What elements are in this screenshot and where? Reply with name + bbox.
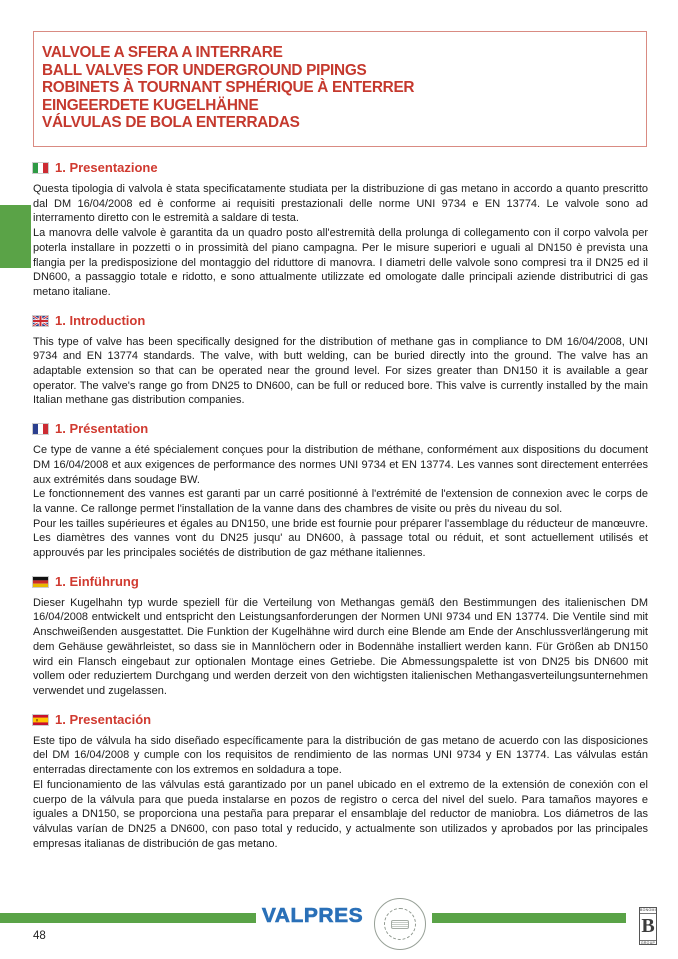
paragraph: Ce type de vanne a été spécialement conçues pour la distribution de méthane, conformément aux dispositions du document DM 16/04/2008 et aux exigences de performance des normes UNI 9734 et EN 13774. Les vannes sont directement enterrées aux extrémités dans soudage BW. (33, 444, 648, 486)
page-number: 48 (33, 930, 46, 942)
paragraph: Questa tipologia di valvola è stata specificatamente studiata per la distribuzione di gas metano in accordo a quanto prescritto dal DM 16/04/2008 ed è conforme ai requisiti prestazionali delle norme UNI 9734 e EN 13774. Le valvole sono ad interramento diretto con le estremità a saldare di testa. (33, 183, 648, 225)
paragraph: El funcionamiento de las válvulas está garantizado por un panel ubicado en el extremo de la extensión de conexión con el cuerpo de la válvula para que pueda instalarse en pozos de registro o cerca del nivel del suelo. Para tamaños mayores e iguales a DN150, se proporciona una pestaña para preparar el ensamblaje del reductor de maniobra. Los diámetros de las válvulas varían de DN25 a DN600, con paso total y reducido, y actualmente son utilizados y aprobados por las principales empresas italianas de distribución de gas metano. (33, 778, 648, 850)
seal-center-mark (391, 920, 409, 929)
section-heading-french (33, 422, 648, 436)
paragraph: Pour les tailles supérieures et égales au DN150, une bride est fournie pour préparer l'assemblage du réducteur de manœuvre. Les diamètres des vannes vont du DN25 jusqu' au DN600, à passage total ou réduit, et sont actuellement utilisés et approuvés par les principales sociétés de distribution de gaz méthane italiennes. (33, 517, 648, 560)
valpres-logo: VALPRES (261, 905, 364, 927)
certification-seal-icon (374, 898, 426, 950)
paragraph: La manovra delle valvole è garantita da un quadro posto all'estremità della prolunga di collegamento con il corpo valvola per poterla installare in pozzetti o in prossimità del piano campagna. Per le misure superiori e uguali al DN150 è prevista una flangia per la predisposizione del montaggio del riduttore di manovra. I diametri delle valvole sono compresi tra il DN25 ed il DN600, a passaggio totale e ridotto, e sono attualmente utilizzate ed omologate dalle principali aziende distributrici di gas metano italiane. (33, 227, 648, 298)
green-side-tab (0, 205, 31, 268)
section-heading-italian (33, 161, 648, 175)
section-heading-label: 1. Einführung (55, 573, 139, 589)
spain-flag-icon (33, 715, 48, 725)
page-title-german: EINGEERDETE KUGELHÄHNE (42, 96, 259, 114)
paragraph: This type of valve has been specifically designed for the distribution of methane gas in compliance to DM 16/04/2008, UNI 9734 and EN 13774 standards. The valve, with butt welding, can be buried directly into the ground. The valve has an adaptable extension so that can be operated near the ground level. For sizes greater than DN150 it is available a gear operator. The valve's range go from DN25 to DN600, can be full or reduced bore. This valve is currently installed by the main Italian methane gas distribution companies. (33, 335, 648, 407)
uk-flag-icon (33, 316, 48, 326)
footer-green-bar-right (432, 913, 626, 923)
bonomi-logo-top-text: BONOMI (640, 908, 656, 912)
bonomi-logo-bottom-text: GROUP (640, 941, 656, 945)
title-block (33, 31, 647, 147)
bonomi-logo-letter: B (641, 915, 655, 937)
section-heading-label: 1. Presentación (55, 711, 152, 727)
section-heading-label: 1. Introduction (55, 312, 146, 328)
bonomi-group-logo (639, 907, 657, 945)
page-title-italian: VALVOLE A SFERA A INTERRARE (42, 44, 283, 61)
section-heading-label: 1. Presentazione (55, 160, 158, 175)
page-title-french: ROBINETS À TOURNANT SPHÉRIQUE À ENTERRER (42, 79, 415, 96)
france-flag-icon (33, 424, 48, 434)
section-heading-spanish (33, 713, 648, 727)
paragraph: Este tipo de válvula ha sido diseñado específicamente para la distribución de gas metano de acuerdo con las disposiciones del DM 16/04/2008 y cumple con los requisitos de rendimiento de las normas UNI 9734 y EN 13774. Las válvulas están enterradas directamente con los extremos en soldadura a tope. (33, 734, 648, 777)
section-heading-label: 1. Présentation (55, 421, 149, 437)
section-heading-german (33, 575, 648, 589)
italy-flag-icon (33, 163, 48, 173)
page-title-spanish: VÁLVULAS DE BOLA ENTERRADAS (42, 114, 300, 131)
page-title-english: BALL VALVES FOR UNDERGROUND PIPINGS (42, 61, 367, 79)
footer-green-bar-left (0, 913, 256, 923)
paragraph: Dieser Kugelhahn typ wurde speziell für die Verteilung von Methangas gemäß den Bestimmungen des italienischen DM 16/04/2008 entwickelt und entspricht den Leistungsanforderungen der Normen UNI 9734 und EN 13774. Die Ventile sind mit Anschweißenden ausgestattet. Die Funktion der Kugelhähne wird durch eine Blende am Ende der Anschlussverlängerung mit dem Gehäuse gewährleistet, so dass sie in Mannlöchern oder in Bodennähe installiert werden kann. Für Größen ab DN150 wird ein Flansch eingebaut zur optionalen Montage eines Getriebe. Die Abmessungspalette ist von DN25 bis DN600 mit vollem oder reduziertem Durchgang und werden derzeit von den wichtigsten italienischen Methangasverteilungsunternehmen verwendet und zugelassen. (33, 596, 648, 697)
paragraph: Le fonctionnement des vannes est garanti par un carré positionné à l'extrémité de l'extension de connexion avec le corps de la vanne. Ce rallonge permet l'installation de la vanne dans des chambres de visite ou près du niveau du sol. (33, 488, 648, 515)
germany-flag-icon (33, 577, 48, 587)
page-content (33, 157, 648, 851)
section-heading-english (33, 314, 648, 328)
